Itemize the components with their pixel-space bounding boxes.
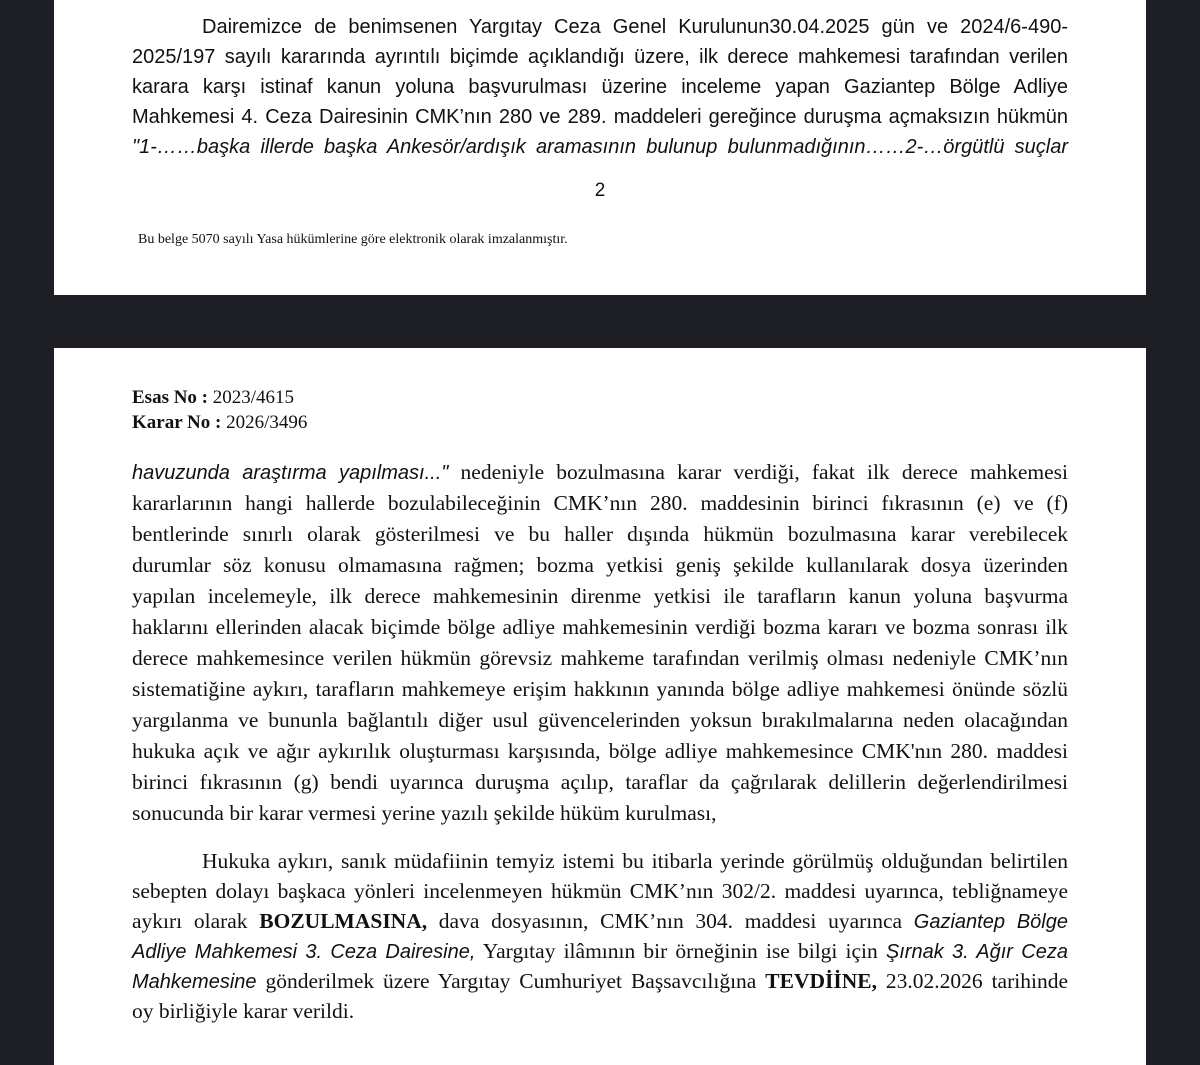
karar-value: 2026/3496: [226, 412, 308, 433]
tevdiine-verdict: TEVDİİNE,: [765, 969, 877, 993]
body-line: oy birliğiyle karar verildi.: [132, 999, 355, 1023]
body-line: 2025/197 sayılı kararında ayrıntılı biçimde açıklandığı üzere, ilk derece mahkemesi tarafından verilen: [132, 46, 1068, 68]
esas-no: [132, 386, 294, 410]
body-line: sistematiğine aykırı, tarafların mahkemeye erişim hakkının yanında bölge adliye mahkemesi önünde sözlü: [132, 677, 1068, 701]
body-line: karara karşı istinaf kanun yoluna başvurulması üzerine inceleme yapan Gaziantep Bölge Adliye: [132, 76, 1068, 98]
esas-label: Esas No :: [132, 387, 209, 408]
body-line: Dairemizce de benimsenen Yargıtay Ceza Genel Kurulunun30.04.2025 gün ve 2024/6-490-: [202, 16, 1068, 38]
esas-value: 2023/4615: [212, 387, 295, 408]
bozulmasina-verdict: BOZULMASINA,: [259, 909, 428, 933]
document-page-bottom: [54, 348, 1146, 1065]
karar-label: Karar No :: [132, 412, 222, 433]
document-page-top: [54, 0, 1146, 295]
body-line: durumlar söz konusu olmamasına rağmen; bozma yetkisi geniş şekilde kullanılarak dosya üzerinden: [132, 553, 1068, 577]
body-line: yapılan incelemeyle, ilk derece mahkemesinin direnme yetkisi ile tarafların kanun yoluna başvurma: [132, 584, 1068, 608]
body-line: Mahkemesine gönderilmek üzere Yargıtay Cumhuriyet Başsavcılığına TEVDİİNE, 23.02.2026 tarihinde: [132, 969, 1069, 993]
body-line: kararlarının hangi hallerde bozulabileceğinin CMK’nın 280. maddesinin birinci fıkrasının (e) ve (f): [132, 491, 1068, 515]
body-line: Adliye Mahkemesi 3. Ceza Dairesine, Yargıtay ilâmının bir örneğinin ise bilgi için Şırnak 3. Ağır Ceza: [132, 939, 1068, 963]
body-line: birinci fıkrasının (g) bendi uyarınca duruşma açılıp, taraflar da çağrılarak delillerin değerlendirilmesi: [132, 770, 1068, 794]
body-line: "1-……başka illerde başka Ankesör/ardışık aramasının bulunup bulunmadığının……2-…örgütlü suçlar: [132, 136, 1068, 158]
karar-no: [132, 411, 307, 435]
body-line: haklarını ellerinden alacak biçimde bölge adliye mahkemesinin verdiği bozma kararı ve bozma sonrası ilk: [132, 615, 1068, 639]
body-line: aykırı olarak BOZULMASINA, dava dosyasının, CMK’nın 304. maddesi uyarınca Gaziantep Bölge: [132, 909, 1068, 933]
body-line: bentlerinde sınırlı olarak gösterilmesi ve bu haller dışında hükmün bozulmasına karar verebilecek: [132, 522, 1068, 546]
body-line: sebepten dolayı başkaca yönleri incelenmeyen hükmün CMK’nın 302/2. maddesi uyarınca, tebliğnameye: [132, 879, 1068, 903]
e-signature-footer: Bu belge 5070 sayılı Yasa hükümlerine göre elektronik olarak imzalanmıştır.: [138, 232, 568, 247]
page-number: 2: [594, 180, 606, 201]
body-line: Hukuka aykırı, sanık müdafiinin temyiz istemi bu itibarla yerinde görülmüş olduğundan belirtilen: [202, 849, 1068, 873]
body-line: hukuka açık ve ağır aykırılık oluşturması karşısında, bölge adliye mahkemesince CMK'nın 280. maddesi: [132, 739, 1068, 763]
body-line: sonucunda bir karar vermesi yerine yazılı şekilde hüküm kurulması,: [132, 801, 717, 825]
body-line: Mahkemesi 4. Ceza Dairesinin CMK’nın 280 ve 289. maddeleri gereğince duruşma açmaksızın hükmün: [132, 106, 1068, 128]
body-line: derece mahkemesince verilen hükmün görevsiz mahkeme tarafından verilmiş olması nedeniyle CMK’nın: [132, 646, 1068, 670]
body-line: havuzunda araştırma yapılması..." nedeniyle bozulmasına karar verdiği, fakat ilk derece mahkemesi: [132, 460, 1068, 484]
body-line: yargılanma ve bununla bağlantılı diğer usul güvencelerinden yoksun bırakılmalarına neden olacağından: [132, 708, 1068, 732]
